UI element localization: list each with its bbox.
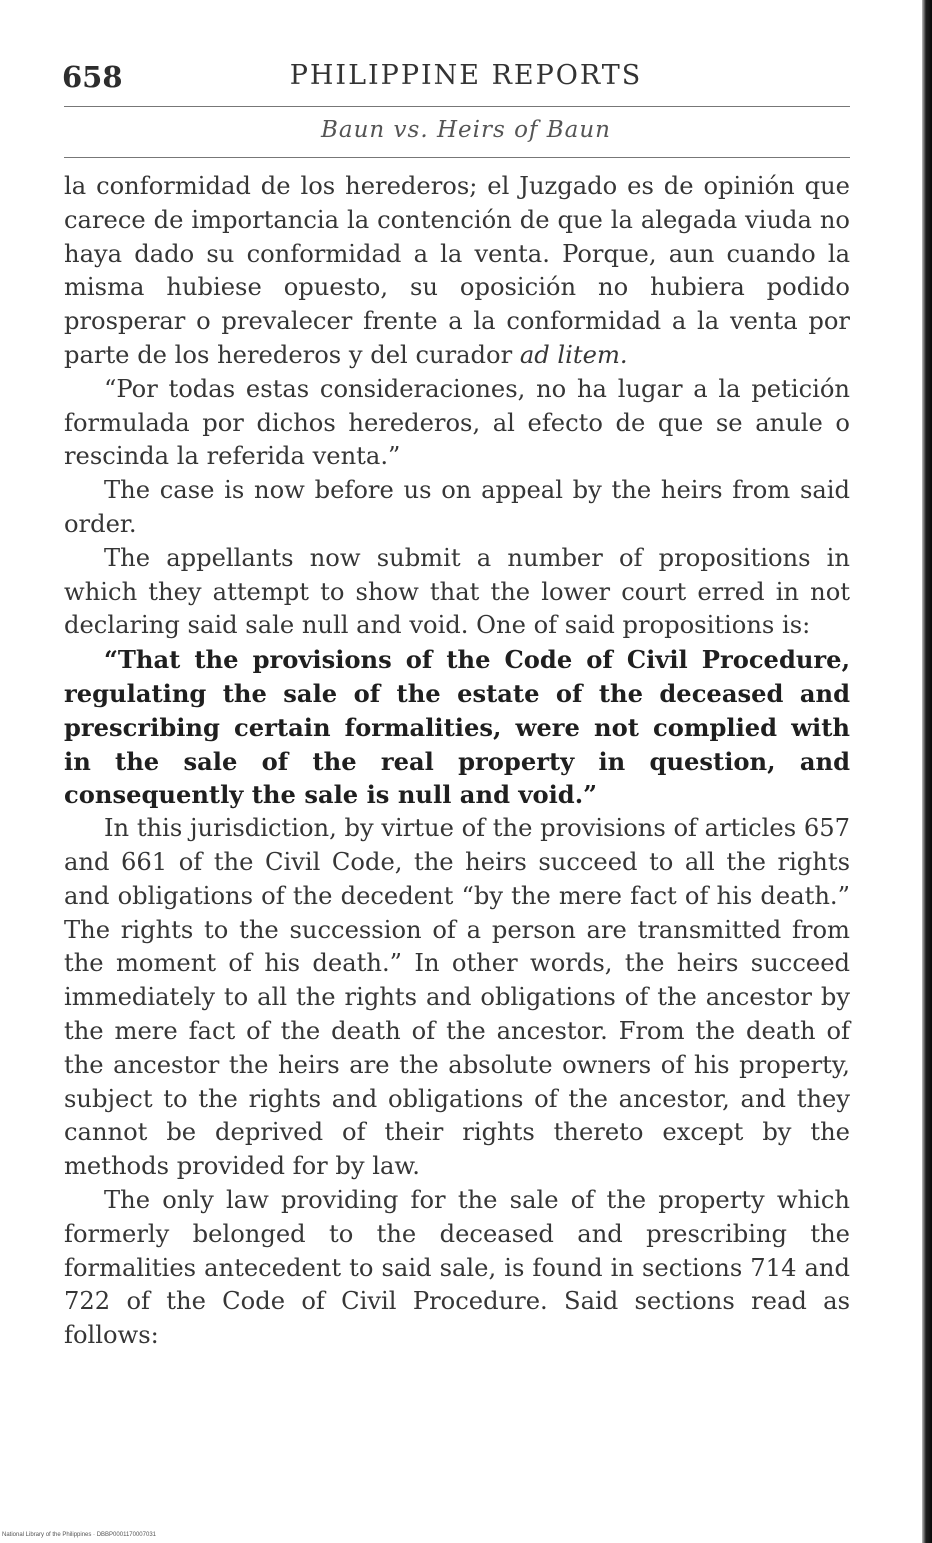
header-rule-top	[64, 106, 850, 107]
paragraph-1-text: la conformidad de los herederos; el Juzgado es de opinión que carece de importancia la contención de que la alegada viuda no haya dado su conformidad a la venta. Porque, aun cuando la misma hubiese opuesto, su oposición no hubiera podido prosperar o prevalecer frente a la conformidad a la venta por parte de los herederos y del curador	[64, 172, 850, 369]
paragraph-1	[64, 170, 850, 373]
latin-term: ad litem.	[519, 340, 628, 369]
paragraph-7: The only law providing for the sale of the property which formerly belonged to the deceased and prescribing the formalities antecedent to said sale, is found in sections 714 and 722 of the Code of Civil Procedure. Said sections read as follows:	[64, 1185, 850, 1350]
scan-credit: National Library of the Philippines · DBBP0001170007031	[2, 1532, 156, 1538]
running-head: PHILIPPINE REPORTS	[289, 60, 643, 91]
paragraph-4: The appellants now submit a number of propositions in which they attempt to show that the lower court erred in not declaring said sale null and void. One of said propositions is:	[64, 543, 850, 640]
header-rule-bottom	[64, 157, 850, 158]
scan-page-edge	[922, 0, 932, 1543]
paragraph-6: In this jurisdiction, by virtue of the provisions of articles 657 and 661 of the Civil Code, the heirs succeed to all the rights and obligations of the decedent “by the mere fact of his death.” The rights to the succession of a person are transmitted from the moment of his death.” In other words, the heirs succeed immediately to all the rights and obligations of the ancestor by the mere fact of the death of the ancestor. From the death of the ancestor the heirs are the absolute owners of his property, subject to the rights and obligations of the ancestor, and they cannot be deprived of their rights thereto except by the methods provided for by law.	[64, 814, 850, 1181]
case-title: Baun vs. Heirs of Baun	[320, 117, 611, 143]
paragraph-3: The case is now before us on appeal by the heirs from said order.	[64, 476, 850, 538]
paragraph-2: “Por todas estas consideraciones, no ha lugar a la petición formulada por dichos herederos, al efecto de que se anule o rescinda la referida venta.”	[64, 374, 850, 471]
page-number: 658	[62, 60, 123, 94]
paragraph-5-quotation: “That the provisions of the Code of Civil Procedure, regulating the sale of the estate of the deceased and prescribing certain formalities, were not complied with in the sale of the real property in question, and consequently the sale is null and void.”	[64, 645, 850, 810]
body-text	[64, 170, 850, 1353]
